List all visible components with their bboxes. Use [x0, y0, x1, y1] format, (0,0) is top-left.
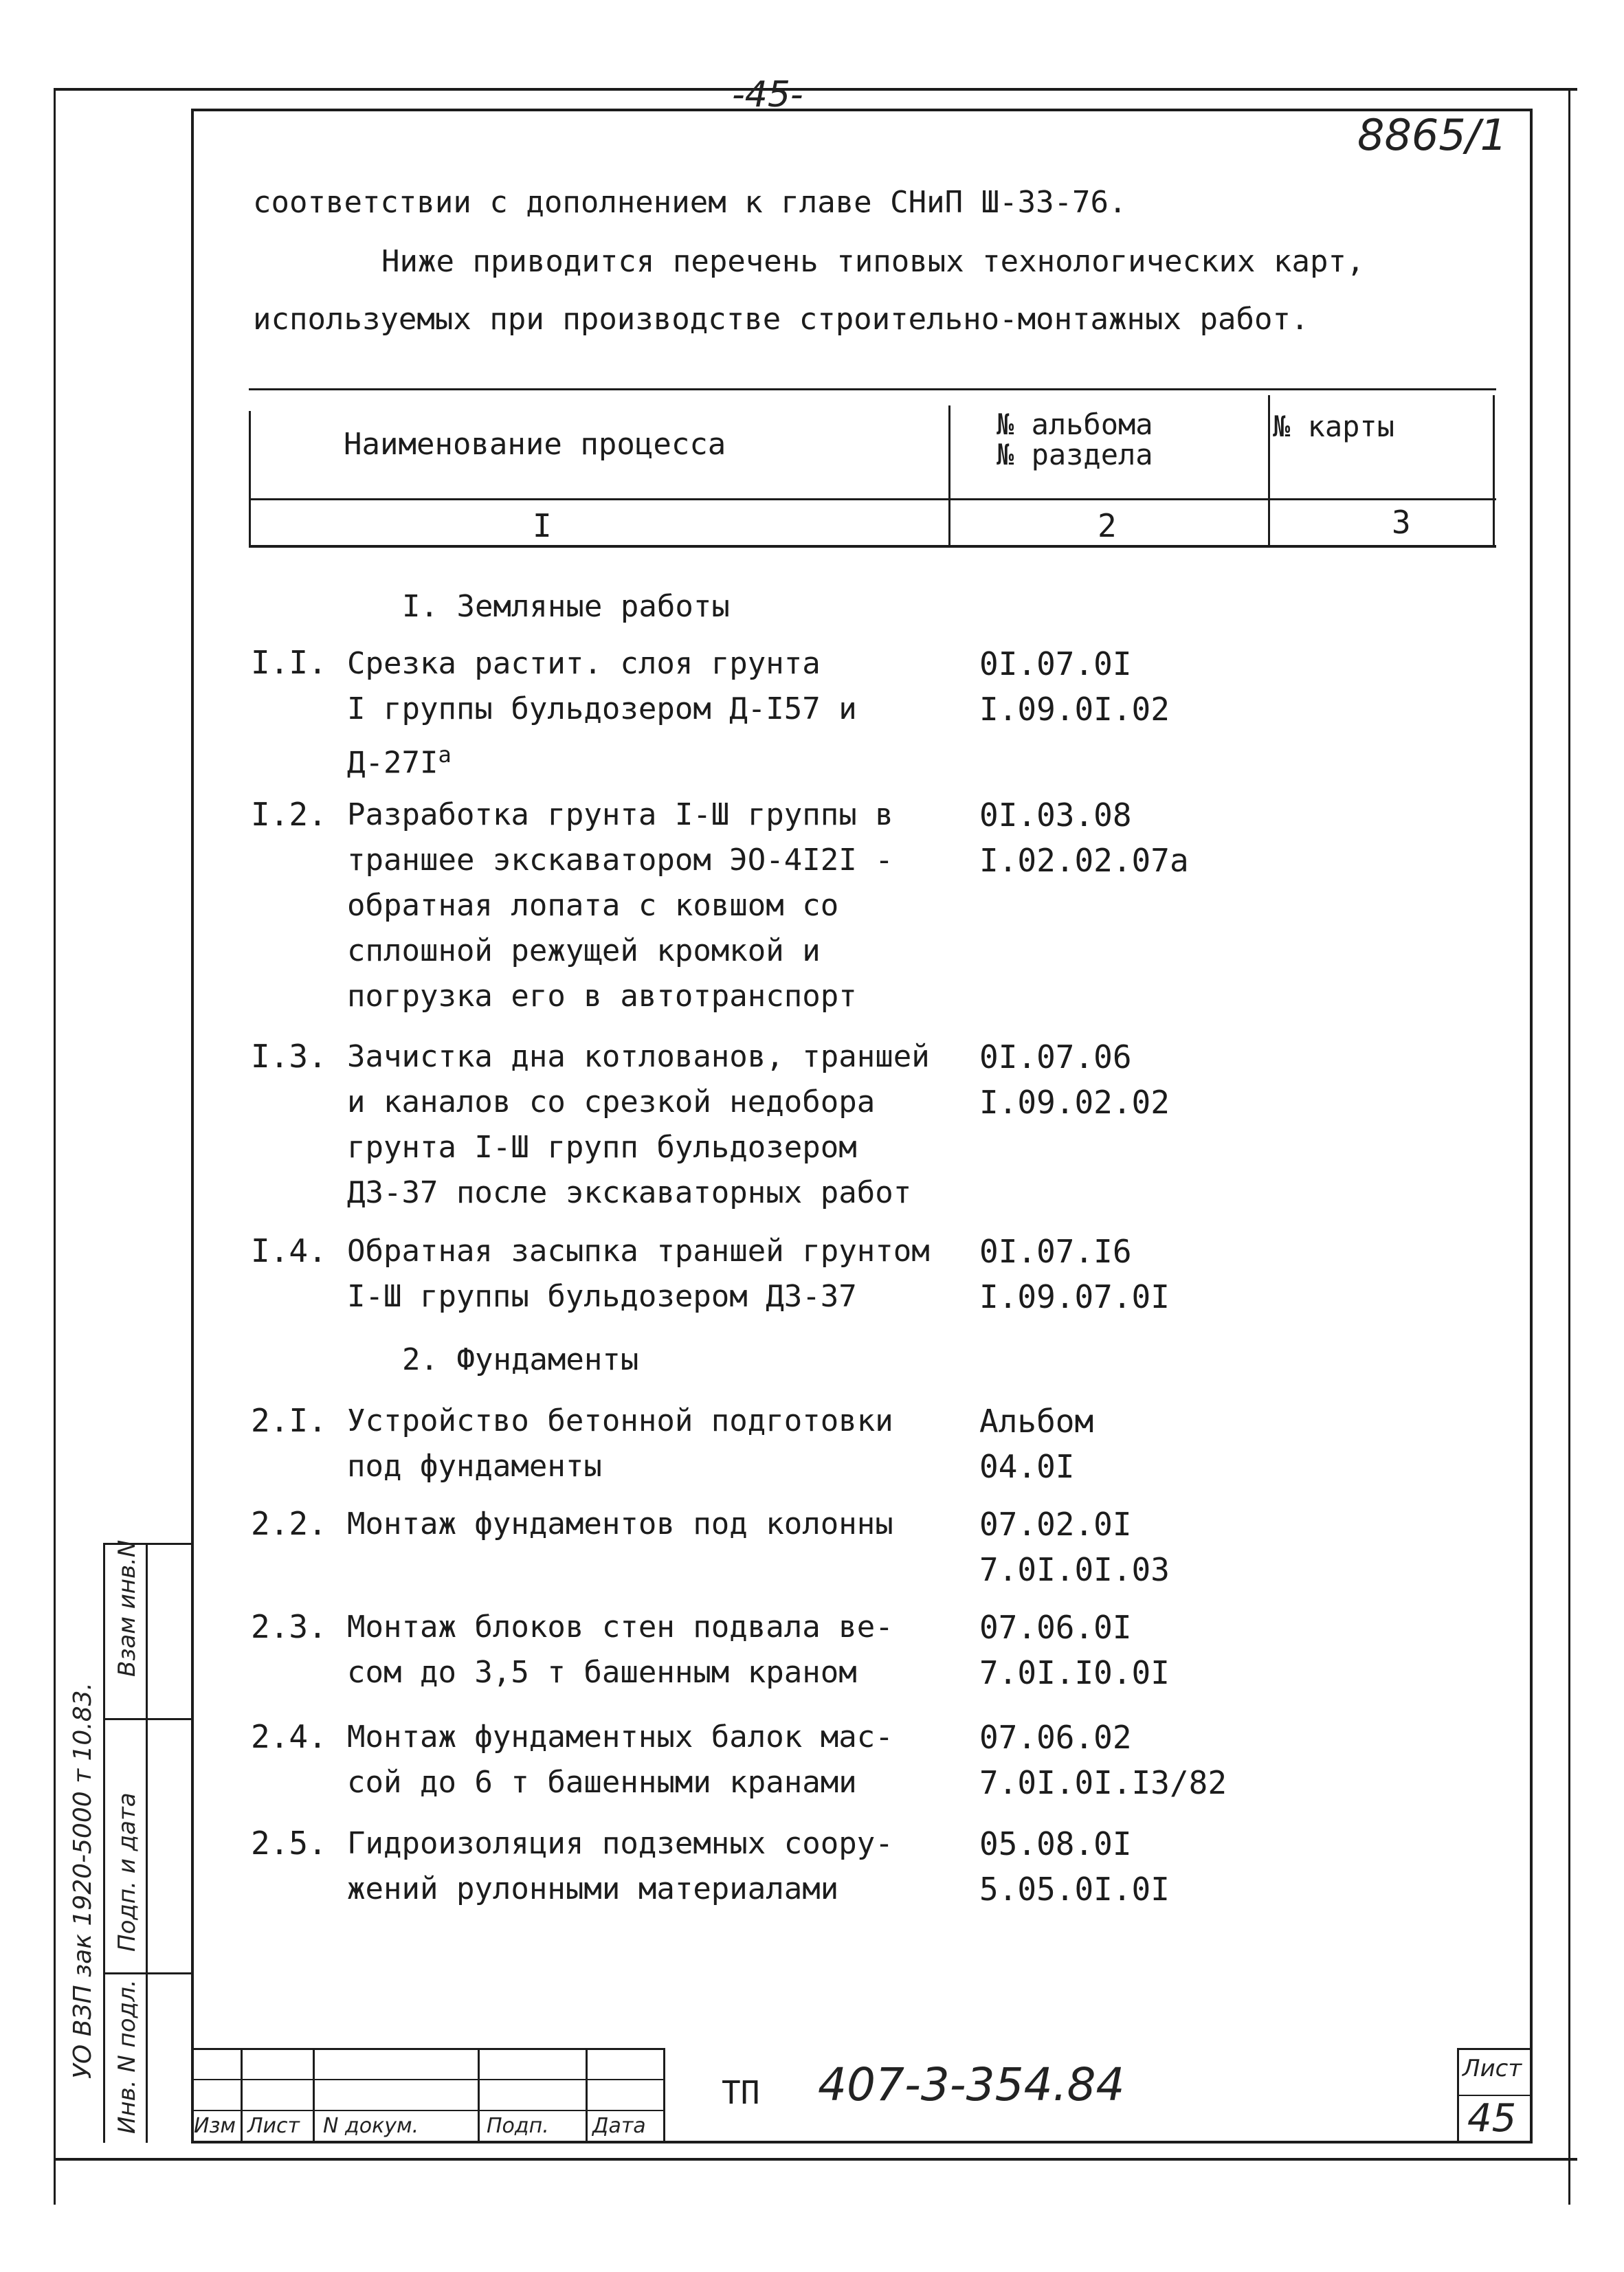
card-number: 7.0I.I0.0I — [979, 1654, 1170, 1691]
album-number: 0I.07.0I — [979, 645, 1132, 682]
section-title-earthworks: I. Земляные работы — [402, 589, 730, 624]
item-line: Монтаж фундаментов под колонны — [347, 1506, 893, 1541]
item-codes — [979, 1502, 1170, 1592]
item-line: Монтаж блоков стен подвала ве- — [347, 1610, 893, 1645]
item-codes — [979, 1821, 1170, 1912]
card-number: I.09.07.0I — [979, 1278, 1170, 1315]
stamp-top-line-right — [1457, 2048, 1531, 2050]
intro-line-2: Ниже приводится перечень типовых технологических карт, — [381, 244, 1365, 279]
project-code: 407-3-354.84 — [818, 2058, 1125, 2111]
item-description — [347, 1229, 930, 1319]
inner-frame-bottom — [191, 2141, 1533, 2143]
item-description — [347, 1715, 893, 1805]
table-col-divider-1 — [948, 405, 950, 546]
column-number-3: 3 — [1392, 504, 1411, 541]
stamp-label-ndokum: N докум. — [323, 2114, 419, 2138]
outer-frame-bottom — [55, 2158, 1577, 2161]
item-line: Монтаж фундаментных балок мас- — [347, 1719, 893, 1755]
table-col-divider-2 — [1268, 395, 1270, 546]
album-number: 0I.07.06 — [979, 1038, 1132, 1076]
stamp-top-line — [191, 2048, 665, 2050]
section-title-foundations: 2. Фундаменты — [402, 1342, 639, 1377]
item-description — [347, 1605, 893, 1695]
inner-frame-left — [191, 109, 194, 2143]
column-number-1: I — [533, 507, 552, 544]
item-codes — [979, 1399, 1093, 1489]
card-number: 7.0I.0I.I3/82 — [979, 1764, 1227, 1801]
column-number-2: 2 — [1098, 507, 1117, 544]
side-stamp-v1 — [103, 1543, 105, 2143]
album-number: 07.06.0I — [979, 1609, 1132, 1646]
item-line — [347, 732, 857, 786]
outer-frame-right — [1568, 88, 1570, 2205]
column-header-card: № карты — [1273, 410, 1395, 443]
table-left-border — [249, 411, 251, 547]
album-number: 07.02.0I — [979, 1506, 1132, 1543]
item-codes — [979, 1605, 1170, 1695]
table-mid-line — [249, 498, 1496, 500]
item-line: Зачистка дна котлованов, траншей — [347, 1039, 930, 1074]
item-line: грунта I-Ш групп бульдозером — [347, 1130, 857, 1165]
item-line: и каналов со срезкой недобора — [347, 1084, 876, 1120]
stamp-col-3 — [478, 2048, 480, 2143]
card-number: 7.0I.0I.03 — [979, 1551, 1170, 1588]
stamp-col-2 — [313, 2048, 315, 2143]
outer-frame-left — [54, 88, 56, 2205]
column-header-album — [997, 410, 1153, 470]
table-bottom-line — [249, 545, 1496, 548]
album-number: 05.08.0I — [979, 1825, 1132, 1862]
stamp-label-data: Дата — [592, 2114, 646, 2138]
inner-frame-right — [1530, 109, 1533, 2143]
item-line: сплошной режущей кромкой и — [347, 933, 821, 968]
item-description — [347, 1399, 893, 1489]
album-number: 0I.03.08 — [979, 797, 1132, 834]
document-code: 8865/1 — [1357, 110, 1508, 160]
side-stamp-h2 — [103, 1972, 192, 1974]
stamp-label-list: Лист — [247, 2114, 300, 2138]
item-line: Обратная засыпка траншей грунтом — [347, 1234, 930, 1269]
item-number: I.2. — [251, 796, 327, 833]
outer-frame-top — [55, 88, 1577, 91]
side-order-note: УО ВЗП зак 1920-5000 т 10.83. — [69, 1682, 97, 2079]
card-number: 04.0I — [979, 1448, 1075, 1485]
card-number: I.09.0I.02 — [979, 691, 1170, 728]
intro-line-1: соответствии с дополнением к главе СНиП Ш-33-76. — [253, 185, 1127, 220]
item-description — [347, 641, 857, 786]
item-line: под фундаменты — [347, 1449, 602, 1484]
table-right-border — [1493, 395, 1495, 546]
item-line: I группы бульдозером Д-I57 и — [347, 691, 857, 726]
item-number: 2.3. — [251, 1608, 327, 1645]
item-number: I.3. — [251, 1038, 327, 1075]
item-number: I.I. — [251, 644, 327, 681]
side-label-podp-data: Подп. и дата — [113, 1792, 141, 1952]
item-line: Гидроизоляция подземных соору- — [347, 1826, 893, 1861]
item-line: сой до 6 т башенными кранами — [347, 1765, 857, 1800]
item-codes — [979, 1229, 1170, 1319]
superscript: а — [438, 742, 452, 768]
stamp-row-line-2 — [191, 2110, 665, 2111]
item-number: 2.4. — [251, 1718, 327, 1755]
item-line: траншее экскаватором ЭО-4I2I - — [347, 843, 893, 878]
inner-frame-top — [191, 109, 1531, 111]
side-label-vzam-inv: Взам инв.N — [113, 1539, 141, 1677]
item-line: Разработка грунта I-Ш группы в — [347, 797, 893, 832]
item-number: I.4. — [251, 1232, 327, 1269]
album-number: 07.06.02 — [979, 1719, 1132, 1756]
card-number: I.09.02.02 — [979, 1084, 1170, 1121]
table-top-line — [249, 388, 1496, 390]
intro-line-3: используемых при производстве строительно-монтажных работ. — [253, 302, 1309, 337]
column-header-album-line2: № раздела — [997, 438, 1153, 471]
item-line: обратная лопата с ковшом со — [347, 888, 839, 923]
item-description — [347, 1821, 893, 1912]
stamp-label-podp: Подп. — [487, 2114, 549, 2138]
column-header-process: Наименование процесса — [344, 427, 726, 462]
album-number: 0I.07.I6 — [979, 1233, 1132, 1270]
item-codes — [979, 641, 1170, 732]
item-codes — [979, 792, 1189, 883]
item-description — [347, 792, 893, 1019]
item-codes — [979, 1715, 1227, 1805]
item-number: 2.2. — [251, 1505, 327, 1542]
stamp-label-izm: Изм — [194, 2114, 236, 2138]
stamp-col-4 — [586, 2048, 588, 2143]
stamp-row-line-1 — [191, 2079, 665, 2080]
sheet-label: Лист — [1462, 2055, 1522, 2082]
side-stamp-v2 — [146, 1543, 148, 2143]
item-line: сом до 3,5 т башенным краном — [347, 1655, 857, 1690]
item-description — [347, 1034, 930, 1216]
item-line: погрузка его в автотранспорт — [347, 979, 857, 1014]
sheet-number: 45 — [1467, 2096, 1517, 2141]
item-line: Срезка растит. слоя грунта — [347, 646, 821, 681]
side-label-inv-podl: Инв. N подл. — [113, 1979, 141, 2134]
item-line: I-Ш группы бульдозером ДЗ-37 — [347, 1279, 857, 1314]
card-number: 5.05.0I.0I — [979, 1871, 1170, 1908]
item-number: 2.I. — [251, 1402, 327, 1439]
item-number: 2.5. — [251, 1825, 327, 1862]
stamp-tp-label: ТП — [722, 2074, 760, 2111]
item-line: жений рулонными материалами — [347, 1871, 839, 1906]
page-number: -45- — [732, 74, 803, 115]
card-number: I.02.02.07а — [979, 842, 1189, 879]
stamp-col-5 — [663, 2048, 665, 2143]
item-line: ДЗ-37 после экскаваторных работ — [347, 1175, 912, 1210]
stamp-col-1 — [241, 2048, 243, 2143]
side-stamp-h1 — [103, 1718, 192, 1720]
item-codes — [979, 1034, 1170, 1125]
column-header-album-line1: № альбома — [997, 408, 1153, 441]
item-line: Устройство бетонной подготовки — [347, 1403, 893, 1438]
item-description — [347, 1502, 893, 1547]
album-number: Альбом — [979, 1403, 1094, 1440]
item-line-text: Д-27I — [347, 745, 438, 781]
